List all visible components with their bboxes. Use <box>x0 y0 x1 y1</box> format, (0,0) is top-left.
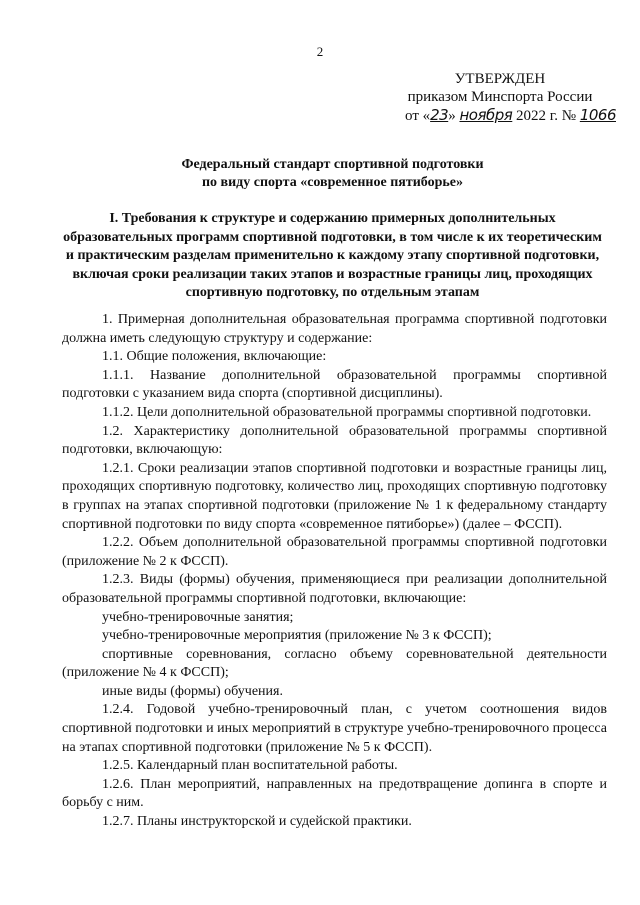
paragraph: 1.2.7. Планы инструкторской и судейской практики. <box>102 814 412 830</box>
approval-date-line <box>380 106 620 125</box>
paragraph: 1.2.5. Календарный план воспитательной работы. <box>102 758 398 774</box>
page-number: 2 <box>316 44 324 59</box>
paragraph: 1.1.2. Цели дополнительной образовательной программы спортивной подготовки. <box>102 404 592 420</box>
handwritten-day: 23 <box>430 106 449 124</box>
paragraph: учебно-тренировочные мероприятия (приложение № 3 к ФССП); <box>102 628 492 644</box>
approval-order: приказом Минспорта России <box>407 89 593 105</box>
paragraph: 1.2. Характеристику дополнительной образовательной программы спортивной подготовки, включающую: <box>62 423 607 458</box>
date-close: » <box>448 108 456 124</box>
document-title <box>60 156 605 192</box>
paragraph: иные виды (формы) обучения. <box>102 683 283 699</box>
paragraph: 1.1.1. Название дополнительной образовательной программы спортивной подготовки с указанием вида спорта (спортивной дисциплины). <box>62 367 607 402</box>
paragraph: 1.2.6. План мероприятий, направленных на предотвращение допинга в спорте и борьбу с ним. <box>62 776 607 811</box>
document-body <box>62 311 607 832</box>
approval-stamp <box>380 70 620 125</box>
paragraph: спортивные соревнования, согласно объему соревновательной деятельности (приложение № 4 к ФССП); <box>62 646 607 681</box>
paragraph: 1.2.2. Объем дополнительной образовательной программы спортивной подготовки (приложение № 2 к ФССП). <box>62 535 607 569</box>
paragraph: учебно-тренировочные занятия; <box>102 609 294 625</box>
year-text: 2022 г. № <box>516 108 577 124</box>
paragraph: 1.2.3. Виды (формы) обучения, применяющиеся при реализации дополнительной образовательной программы спортивной подготовки, включающие: <box>62 572 607 606</box>
date-prefix: от « <box>405 108 431 124</box>
approval-title: УТВЕРЖДЕН <box>454 71 546 87</box>
handwritten-month: ноября <box>459 106 513 124</box>
title-line-1: Федеральный стандарт спортивной подготовки <box>181 157 484 172</box>
handwritten-number: 1066 <box>579 106 616 124</box>
paragraph: 1. Примерная дополнительная образовательная программа спортивной подготовки должна иметь следующую структуру и содержание: <box>62 312 607 346</box>
paragraph: 1.2.4. Годовой учебно-тренировочный план, с учетом соотношения видов спортивной подготовки и иных мероприятий в структуре учебно-тренировочного процесса на этапах спортивной подготовки (приложение № 5 к ФССП). <box>62 702 607 755</box>
title-line-2: по виду спорта «современное пятиборье» <box>201 175 464 190</box>
paragraph: 1.1. Общие положения, включающие: <box>102 349 327 365</box>
paragraph: 1.2.1. Сроки реализации этапов спортивной подготовки и возрастные границы лиц, проходящих спортивную подготовку, количество лиц, проходящих спортивную подготовку в группах на этапах спортивной подготовки (приложение № 1 к федеральному стандарту спортивной подготовки по виду спорта «современное пятиборье») (далее – ФССП). <box>62 460 607 532</box>
section-heading: I. Требования к структуре и содержанию примерных дополнительных образовательных программ спортивной подготовки, в том числе к их теоретическим и практическим разделам применительно к каждому этапу спортивной подготовки, включая сроки реализации таких этапов и возрастные границы лиц, проходящих спортивную подготовку, по отдельным этапам <box>63 211 602 301</box>
